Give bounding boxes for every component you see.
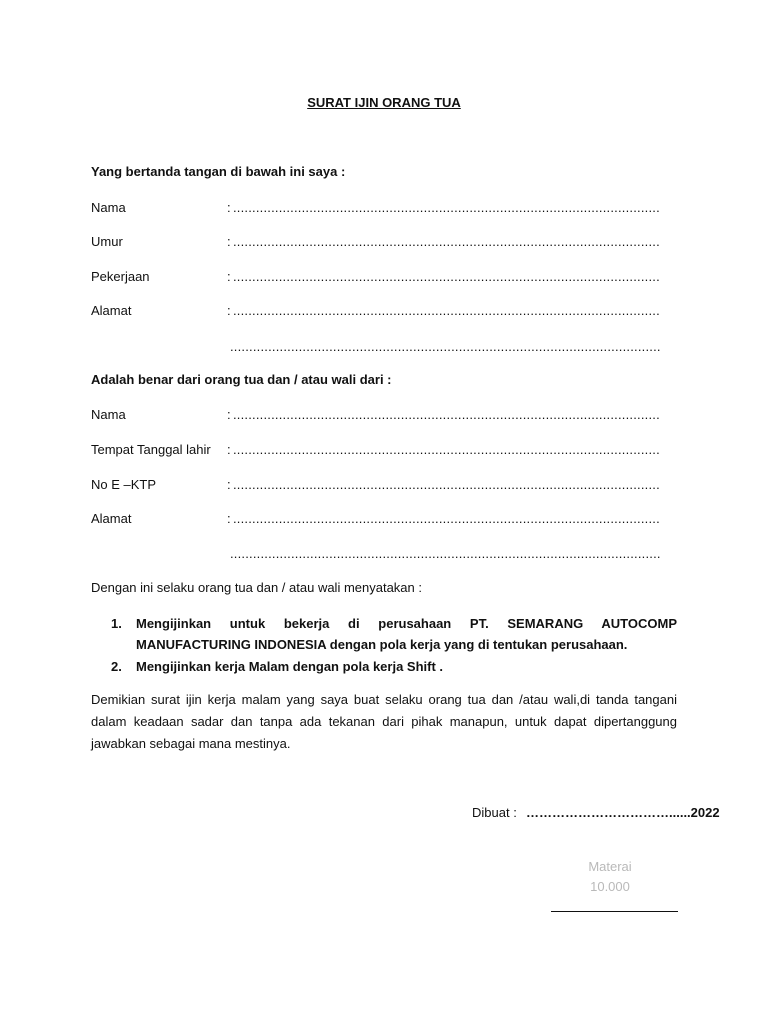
child-ektp-field: ................................................................................................................ (233, 477, 660, 492)
statement-text: Mengijinkan kerja Malam dengan pola kerja Shift . (136, 659, 444, 674)
dibuat-label: Dibuat : (472, 805, 517, 820)
statement-item (111, 613, 677, 655)
materai-stamp-value: 10.000 (590, 879, 630, 894)
child-birth-field: ................................................................................................................ (233, 442, 660, 457)
statement-intro: Dengan ini selaku orang tua dan / atau wali menyatakan : (91, 580, 422, 595)
signature-line (551, 911, 678, 912)
parent-name-field: ................................................................................................................ (233, 200, 660, 215)
child-name-field: ................................................................................................................ (233, 407, 660, 422)
child-birth-label: Tempat Tanggal lahir (91, 442, 211, 457)
child-birth-colon: : (227, 442, 231, 457)
parent-address-field: ................................................................................................................ (233, 303, 660, 318)
child-address-label: Alamat (91, 511, 132, 526)
dibuat-date-field: ……………………………......2022 (526, 805, 720, 820)
closing-paragraph: Demikian surat ijin kerja malam yang saya buat selaku orang tua dan /atau wali,di tanda tangani dalam keadaan sadar dan tanpa ada tekanan dari pihak manapun, untuk dapat dipertanggung jawabkan sebagai mana mestinya. (91, 692, 677, 751)
child-ektp-colon: : (227, 477, 231, 492)
parent-age-label: Umur (91, 234, 123, 249)
parent-job-field: ................................................................................................................ (233, 269, 660, 284)
statement-text: Mengijinkan untuk bekerja di perusahaan PT. SEMARANG AUTOCOMP MANUFACTURING INDONESIA dengan pola kerja yang di tentukan perusahaan. (136, 616, 677, 652)
section2-heading: Adalah benar dari orang tua dan / atau wali dari : (91, 372, 392, 387)
child-address-field: ................................................................................................................ (233, 511, 660, 526)
parent-address-colon: : (227, 303, 231, 318)
parent-address-line2: ................................................................................................................. (230, 339, 661, 354)
parent-address-label: Alamat (91, 303, 132, 318)
child-address-colon: : (227, 511, 231, 526)
parent-name-label: Nama (91, 200, 126, 215)
parent-age-field: ................................................................................................................ (233, 234, 660, 249)
materai-stamp-label: Materai (588, 859, 632, 874)
child-ektp-label: No E –KTP (91, 477, 157, 492)
child-address-line2: ................................................................................................................. (230, 546, 661, 561)
parent-job-colon: : (227, 269, 231, 284)
child-name-label: Nama (91, 407, 126, 422)
statement-number: 2. (111, 659, 122, 674)
parent-job-label: Pekerjaan (91, 269, 150, 284)
child-name-colon: : (227, 407, 231, 422)
statement-item (111, 656, 677, 677)
statement-number: 1. (111, 616, 122, 631)
intro-heading: Yang bertanda tangan di bawah ini saya : (91, 164, 346, 179)
page-title: SURAT IJIN ORANG TUA (307, 95, 461, 110)
parent-age-colon: : (227, 234, 231, 249)
parent-name-colon: : (227, 200, 231, 215)
